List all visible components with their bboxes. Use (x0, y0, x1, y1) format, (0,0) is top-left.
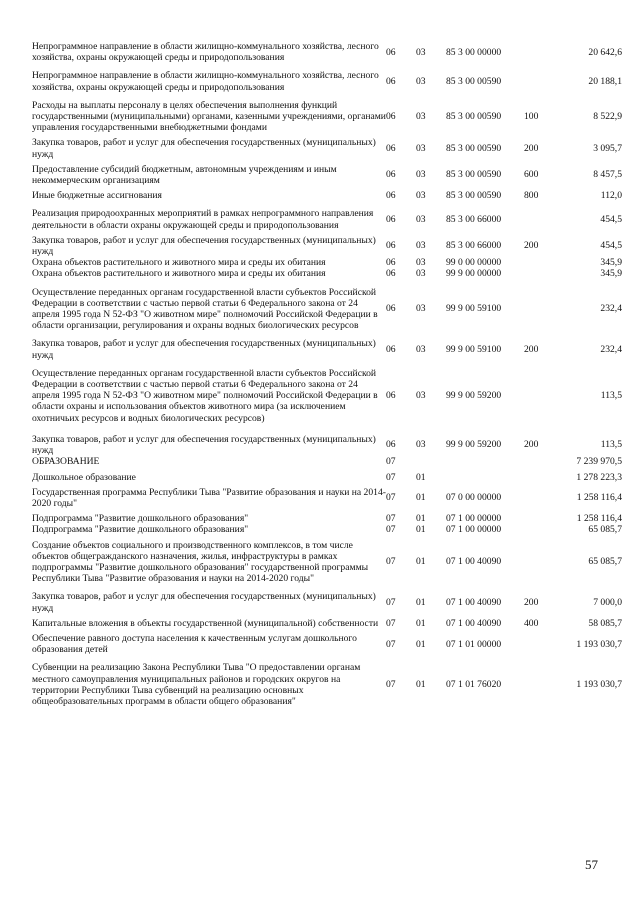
table-row (32, 257, 622, 268)
row-name: Субвенции на реализацию Закона Республики Тыва "О предоставлении органам местного самоуправления муниципальных районов и городских округов на территории Республики Тыва субвенций на реализацию основных общеобразовательных программ в области общего образования" (32, 662, 361, 707)
row-expense-type (524, 201, 560, 230)
row-expense-type: 200 (524, 344, 539, 356)
row-expense-type (524, 509, 560, 524)
table-row (32, 483, 622, 509)
row-section: 06 (386, 214, 396, 226)
row-subsection: 03 (416, 268, 426, 280)
row-subsection: 03 (416, 143, 426, 155)
row-section: 07 (386, 492, 396, 504)
table-row (32, 424, 622, 456)
table-row (32, 201, 622, 230)
row-target-article: 99 9 00 59100 (446, 303, 502, 315)
row-name: Дошкольное образование (32, 471, 136, 483)
row-expense-type (524, 468, 560, 483)
row-target-article: 07 1 00 40090 (446, 596, 502, 608)
row-name: Обеспечение равного доступа населения к качественным услугам дошкольного образования детей (32, 632, 357, 656)
row-expense-type: 400 (524, 617, 539, 629)
row-subsection: 03 (416, 46, 426, 58)
row-amount: 113,5 (600, 390, 622, 402)
row-target-article: 99 9 00 59200 (446, 439, 502, 451)
row-target-article: 85 3 00 00590 (446, 111, 502, 123)
table-row (32, 629, 622, 655)
table-row (32, 160, 622, 186)
row-section: 07 (386, 456, 396, 468)
table-row (32, 133, 622, 159)
row-subsection: 01 (416, 492, 426, 504)
row-name: Закупка товаров, работ и услуг для обеспечения государственных (муниципальных) нужд (32, 591, 376, 614)
row-section: 06 (386, 257, 396, 269)
row-section: 06 (386, 143, 396, 155)
row-target-article: 07 1 00 00000 (446, 513, 502, 525)
row-target-article: 99 9 00 59100 (446, 344, 502, 356)
row-subsection: 03 (416, 240, 426, 252)
row-amount: 65 085,7 (588, 524, 622, 536)
row-section: 06 (386, 240, 396, 252)
row-subsection: 01 (416, 556, 426, 568)
row-subsection: 01 (416, 524, 426, 536)
row-section: 06 (386, 46, 396, 58)
row-expense-type (524, 456, 560, 467)
row-section: 07 (386, 617, 396, 629)
row-subsection: 03 (416, 76, 426, 87)
row-amount: 232,4 (600, 344, 622, 356)
table-row (32, 93, 622, 134)
row-target-article: 99 9 00 59200 (446, 390, 502, 402)
row-section: 06 (386, 439, 396, 451)
row-section: 06 (386, 76, 396, 87)
row-target-article: 07 1 01 00000 (446, 638, 502, 650)
row-amount: 20 188,1 (588, 76, 622, 87)
row-target-article: 99 9 00 00000 (446, 268, 502, 280)
row-target-article: 07 1 00 00000 (446, 524, 502, 536)
row-amount: 113,5 (600, 439, 622, 451)
row-expense-type (524, 483, 560, 509)
row-target-article: 07 1 00 40090 (446, 617, 502, 629)
table-row (32, 231, 622, 257)
row-subsection: 03 (416, 439, 426, 451)
row-name: Капитальные вложения в объекты государственной (муниципальной) собственности (32, 617, 379, 629)
row-name: Закупка товаров, работ и услуг для обеспечения государственных (муниципальных) нужд (32, 433, 376, 457)
row-expense-type: 600 (524, 169, 539, 181)
row-expense-type: 200 (524, 143, 539, 155)
row-section: 06 (386, 111, 396, 123)
row-target-article: 85 3 00 00590 (446, 169, 502, 181)
row-name: Предоставление субсидий бюджетным, автономным учреждениям и иным некоммерческим организациям (32, 163, 337, 187)
row-expense-type (524, 655, 560, 707)
row-section: 06 (386, 303, 396, 315)
row-section: 07 (386, 556, 396, 568)
row-amount: 232,4 (600, 303, 622, 315)
row-amount: 1 278 223,3 (576, 471, 622, 483)
row-expense-type: 200 (524, 439, 539, 451)
row-expense-type (524, 361, 560, 424)
row-amount: 1 193 030,7 (576, 638, 622, 650)
row-name: Подпрограмма "Развитие дошкольного образования" (32, 524, 249, 536)
row-amount: 454,5 (600, 240, 622, 252)
row-target-article: 85 3 00 00590 (446, 190, 502, 202)
row-subsection: 03 (416, 169, 426, 181)
row-name: Осуществление переданных органам государственной власти субъектов Российской Федерации в соответствии с частью первой статьи 6 Федерального закона от 24 апреля 1995 года N 52-ФЗ "О животном мире" полномочий Российской Федерации в области охраны и использования объектов животного мира (за исключением охотничьих ресурсов и водных биологических ресурсов) (32, 367, 378, 424)
row-amount: 1 258 116,4 (576, 492, 622, 504)
row-amount: 1 258 116,4 (576, 513, 622, 525)
row-expense-type (524, 63, 560, 92)
table-row (32, 584, 622, 613)
row-expense-type (524, 268, 560, 279)
table-row (32, 280, 622, 332)
row-expense-type: 100 (524, 111, 539, 123)
budget-table (32, 41, 622, 707)
row-name: Закупка товаров, работ и услуг для обеспечения государственных (муниципальных) нужд (32, 137, 376, 160)
table-row (32, 655, 622, 707)
row-name: Иные бюджетные ассигнования (32, 190, 162, 202)
row-subsection: 01 (416, 617, 426, 629)
row-section: 06 (386, 169, 396, 181)
row-amount: 7 000,0 (593, 596, 622, 608)
row-amount: 8 522,9 (593, 111, 622, 123)
row-target-article: 85 3 00 66000 (446, 240, 502, 252)
row-name: Непрограммное направление в области жилищно-коммунального хозяйства, лесного хозяйства, охраны окружающей среды и природопользования (32, 70, 379, 93)
row-expense-type: 200 (524, 596, 539, 608)
row-subsection: 03 (416, 390, 426, 402)
row-section: 07 (386, 524, 396, 536)
table-row (32, 509, 622, 524)
row-subsection (416, 456, 446, 467)
row-target-article: 99 0 00 00000 (446, 257, 502, 269)
row-target-article (446, 456, 524, 467)
row-subsection: 03 (416, 257, 426, 269)
row-amount: 7 239 970,5 (576, 456, 622, 468)
row-expense-type (524, 536, 560, 585)
row-amount: 20 642,6 (588, 46, 622, 58)
row-section: 07 (386, 679, 396, 691)
row-section: 06 (386, 344, 396, 356)
row-amount: 1 193 030,7 (576, 679, 622, 691)
table-row (32, 536, 622, 585)
row-amount: 58 085,7 (588, 617, 622, 629)
page-number: 57 (585, 857, 598, 872)
row-section: 06 (386, 268, 396, 280)
row-target-article: 07 1 01 76020 (446, 679, 502, 691)
table-row (32, 331, 622, 360)
row-amount: 65 085,7 (588, 556, 622, 568)
row-expense-type (524, 41, 560, 63)
row-target-article: 07 1 00 40090 (446, 556, 502, 568)
row-subsection: 01 (416, 679, 426, 691)
table-row (32, 63, 622, 92)
row-subsection: 03 (416, 214, 426, 226)
row-name: Осуществление переданных органам государственной власти субъектов Российской Федерации в соответствии с частью первой статьи 6 Федерального закона от 24 апреля 1995 года N 52-ФЗ "О животном мире" полномочий Российской Федерации в области организации, регулирования и охраны водных биологических ресурсов (32, 286, 378, 332)
table-row (32, 468, 622, 483)
row-amount: 345,9 (600, 268, 622, 280)
row-target-article: 07 0 00 00000 (446, 492, 502, 504)
row-name: Подпрограмма "Развитие дошкольного образования" (32, 513, 249, 525)
table-row (32, 41, 622, 63)
row-section: 06 (386, 390, 396, 402)
row-name: Реализация природоохранных мероприятий в рамках непрограммного направления деятельности в области охраны окружающей среды и природопользования (32, 208, 374, 231)
row-expense-type: 800 (524, 190, 539, 202)
row-name: Закупка товаров, работ и услуг для обеспечения государственных (муниципальных) нужд (32, 234, 376, 258)
row-subsection: 01 (416, 513, 426, 525)
row-subsection: 03 (416, 344, 426, 356)
row-target-article: 85 3 00 00590 (446, 76, 502, 87)
row-subsection: 03 (416, 190, 426, 202)
row-subsection: 03 (416, 303, 426, 315)
row-amount: 454,5 (600, 214, 622, 226)
row-name: Непрограммное направление в области жилищно-коммунального хозяйства, лесного хозяйства, охраны окружающей среды и природопользования (32, 41, 379, 64)
row-name: ОБРАЗОВАНИЕ (32, 456, 100, 468)
row-expense-type (524, 257, 560, 268)
row-amount: 345,9 (600, 257, 622, 269)
row-name: Расходы на выплаты персоналу в целях обеспечения выполнения функций государственными (муниципальными) органами, казенными учреждениями, органами управления государственными внебюджетными фондами (32, 99, 386, 134)
row-subsection: 01 (416, 596, 426, 608)
row-name: Закупка товаров, работ и услуг для обеспечения государственных (муниципальных) нужд (32, 338, 376, 361)
row-subsection: 03 (416, 111, 426, 123)
row-section: 07 (386, 471, 396, 483)
row-section: 06 (386, 190, 396, 202)
row-name: Создание объектов социального и производственного комплексов, в том числе объектов общегражданского назначения, жилья, инфраструктуры в рамках подпрограммы "Развитие дошкольного образования" государственной программы Республики Тыва "Развитие образования и науки на 2014-2020 годы" (32, 539, 369, 585)
table-row (32, 268, 622, 279)
table-row (32, 361, 622, 424)
row-target-article: 85 3 00 66000 (446, 214, 502, 226)
table-row (32, 524, 622, 535)
row-expense-type (524, 629, 560, 655)
row-expense-type (524, 280, 560, 332)
row-amount: 3 095,7 (593, 143, 622, 155)
row-subsection: 01 (416, 638, 426, 650)
row-expense-type (524, 524, 560, 535)
table-row (32, 186, 622, 201)
row-section: 07 (386, 513, 396, 525)
table-row (32, 614, 622, 629)
row-target-article: 85 3 00 00000 (446, 46, 502, 58)
row-name: Охрана объектов растительного и животного мира и среды их обитания (32, 257, 326, 269)
row-amount: 112,0 (600, 190, 622, 202)
row-name: Государственная программа Республики Тыва "Развитие образования и науки на 2014-2020 годы" (32, 486, 386, 509)
table-row (32, 456, 622, 467)
row-amount: 8 457,5 (593, 169, 622, 181)
row-target-article: 85 3 00 00590 (446, 143, 502, 155)
row-section: 07 (386, 596, 396, 608)
row-expense-type: 200 (524, 240, 539, 252)
row-subsection: 01 (416, 471, 426, 483)
row-section: 07 (386, 638, 396, 650)
row-target-article (446, 468, 524, 483)
row-name: Охрана объектов растительного и животного мира и среды их обитания (32, 268, 326, 280)
